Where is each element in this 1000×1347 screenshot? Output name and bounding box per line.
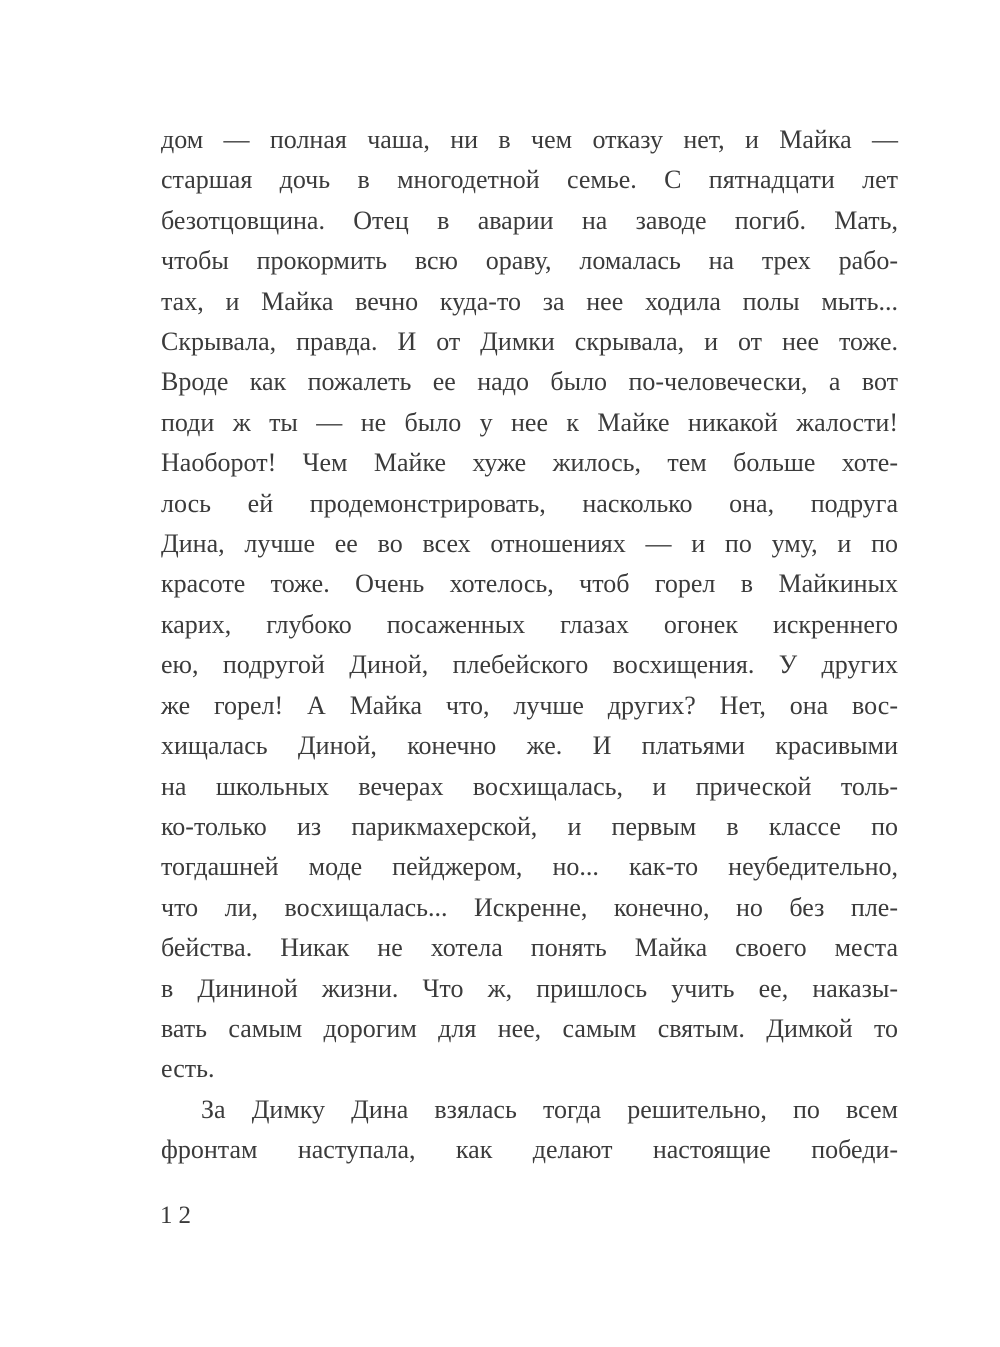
text-line: хищалась Диной, конечно же. И платьями красивыми: [161, 731, 898, 761]
page-number: 12: [160, 1202, 197, 1229]
text-line: чтобы прокормить всю ораву, ломалась на трех рабо-: [161, 246, 898, 276]
text-line: на школьных вечерах восхищалась, и прической толь-: [161, 771, 898, 801]
text-line: дом — полная чаша, ни в чем отказу нет, и Майка —: [161, 125, 898, 154]
page-text: [161, 120, 898, 1171]
text-line: тах, и Майка вечно куда-то за нее ходила полы мыть...: [161, 286, 898, 316]
text-line: ко-только из парикмахерской, и первым в классе по: [161, 811, 898, 841]
text-line: тогдашней моде пейджером, но... как-то неубедительно,: [161, 852, 898, 882]
text-line: старшая дочь в многодетной семье. С пятнадцати лет: [161, 165, 898, 195]
text-line: в Дининой жизни. Что ж, пришлось учить ее, наказы-: [161, 973, 898, 1003]
text-line: что ли, восхищалась... Искренне, конечно, но без пле-: [161, 892, 898, 922]
text-line: бейства. Никак не хотела понять Майка своего места: [161, 933, 898, 963]
text-line: безотцовщина. Отец в аварии на заводе погиб. Мать,: [161, 205, 898, 235]
text-line: За Димку Дина взялась тогда решительно, по всем: [201, 1094, 898, 1124]
text-line: есть.: [161, 1054, 215, 1084]
text-line: лось ей продемонстрировать, насколько она, подруга: [161, 488, 898, 518]
text-line: красоте тоже. Очень хотелось, чтоб горел в Майкиных: [161, 569, 898, 599]
text-line: карих, глубоко посаженных глазах огонек искреннего: [161, 609, 898, 639]
text-line: Вроде как пожалеть ее надо было по-человечески, а вот: [161, 367, 898, 397]
text-line: ею, подругой Диной, плебейского восхищения. У других: [161, 650, 898, 680]
text-line: поди ж ты — не было у нее к Майке никакой жалости!: [161, 407, 898, 437]
text-line: вать самым дорогим для нее, самым святым. Димкой то: [161, 1013, 898, 1043]
text-line: Скрывала, правда. И от Димки скрывала, и от нее тоже.: [161, 327, 898, 357]
text-line: Наоборот! Чем Майке хуже жилось, тем больше хоте-: [161, 448, 898, 478]
text-line: фронтам наступала, как делают настоящие победи-: [161, 1135, 898, 1165]
text-line: Дина, лучше ее во всех отношениях — и по уму, и по: [161, 529, 898, 559]
text-line: же горел! А Майка что, лучше других? Нет, она вос-: [161, 690, 898, 720]
